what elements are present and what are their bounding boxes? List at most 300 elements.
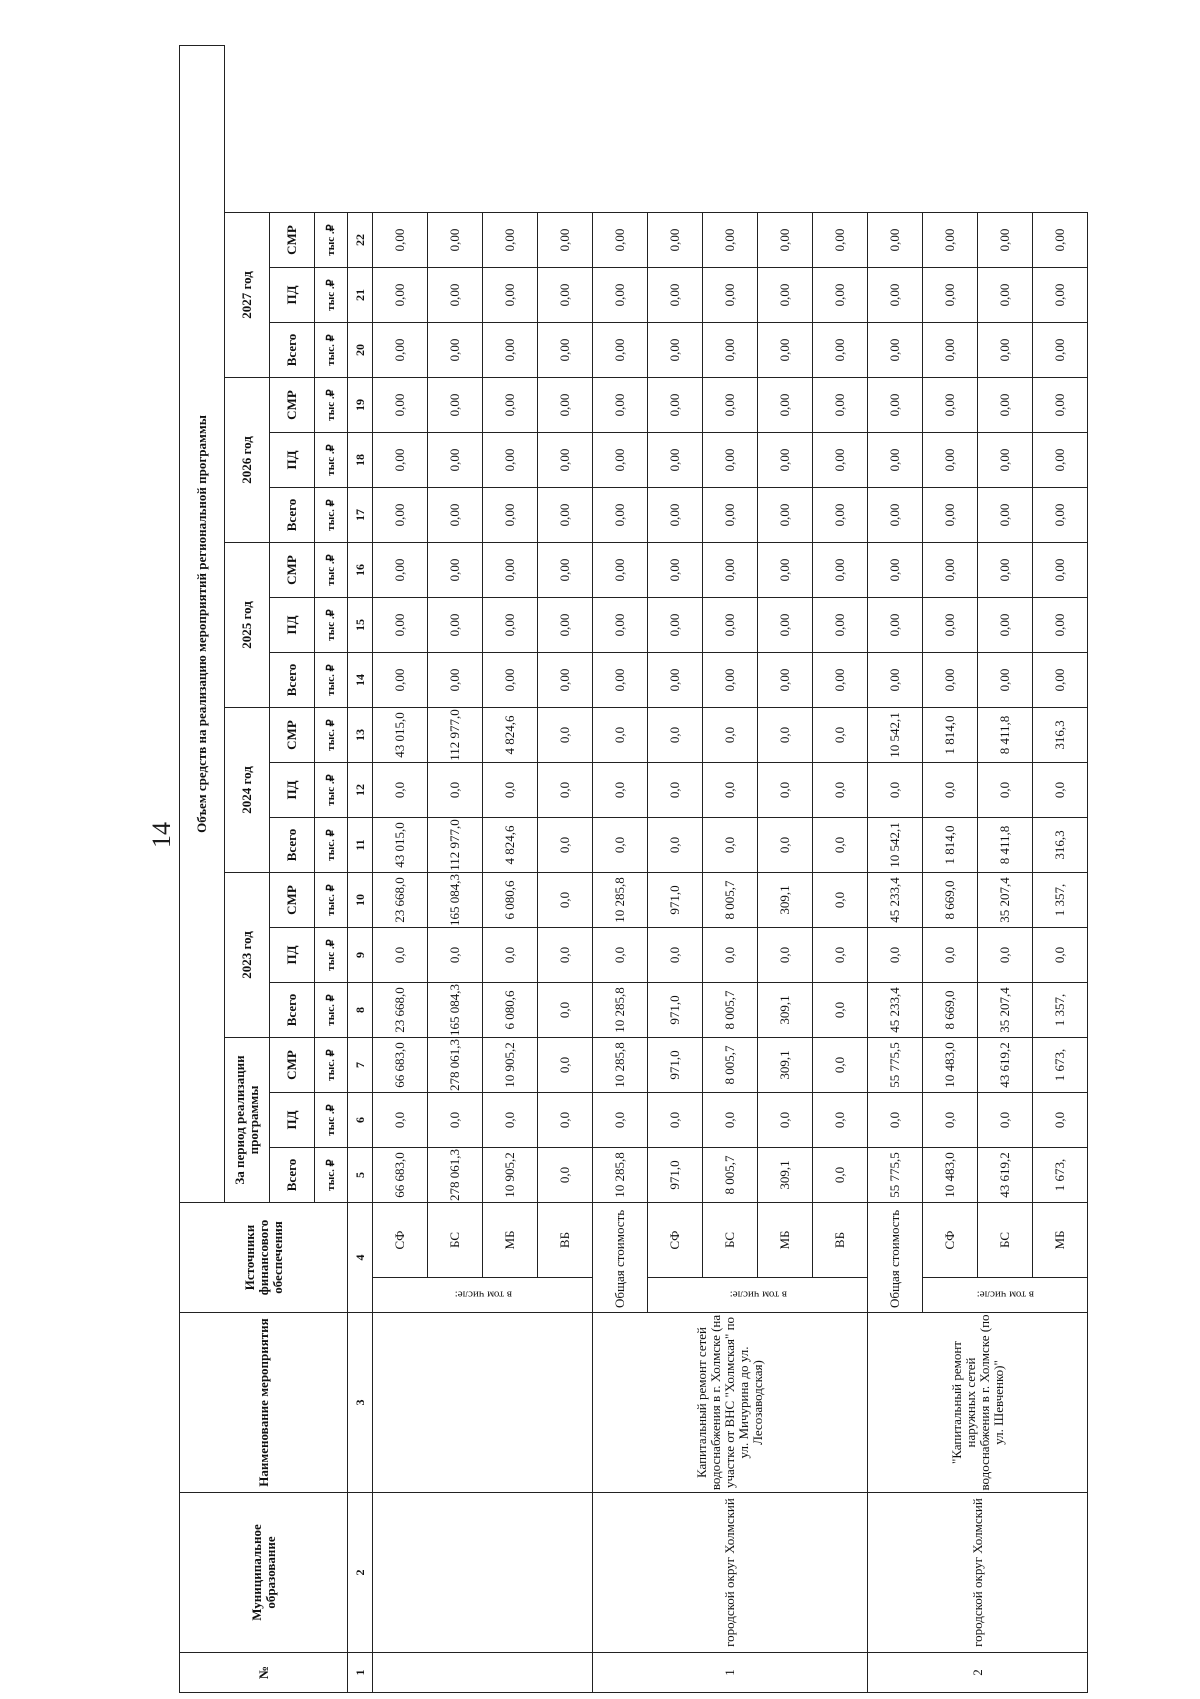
subheader-cell: СМР <box>270 543 315 598</box>
value-cell: 0,0 <box>978 1093 1033 1148</box>
header-year-2025: 2025 год <box>225 543 270 708</box>
column-number: 1 <box>348 1653 373 1693</box>
value-cell: 0,00 <box>923 488 978 543</box>
value-cell: 35 207,4 <box>978 873 1033 928</box>
unit-cell: тыс. ₽ <box>315 1038 348 1093</box>
value-cell: 43 015,0 <box>373 818 428 873</box>
value-cell: 0,00 <box>703 433 758 488</box>
value-cell: 66 683,0 <box>373 1038 428 1093</box>
value-cell: 971,0 <box>648 983 703 1038</box>
value-cell: 0,0 <box>868 1093 923 1148</box>
unit-cell: тыс. ₽ <box>315 818 348 873</box>
value-cell: 0,00 <box>923 598 978 653</box>
value-cell: 0,00 <box>758 268 813 323</box>
column-number: 18 <box>348 433 373 488</box>
column-number: 5 <box>348 1148 373 1203</box>
column-number: 12 <box>348 763 373 818</box>
value-cell: 0,0 <box>703 818 758 873</box>
table-body <box>180 45 1088 1692</box>
value-cell: 0,00 <box>593 213 648 268</box>
value-cell: 0,00 <box>483 433 538 488</box>
source-cell: БС <box>978 1203 1033 1278</box>
value-cell: 0,00 <box>483 268 538 323</box>
value-cell: 0,00 <box>428 323 483 378</box>
value-cell: 1 673, <box>1033 1148 1088 1203</box>
column-number: 11 <box>348 818 373 873</box>
header-year-2027: 2027 год <box>225 213 270 378</box>
column-number-row <box>348 45 373 1692</box>
value-cell: 0,00 <box>428 213 483 268</box>
value-cell: 0,00 <box>1033 598 1088 653</box>
value-cell: 0,00 <box>648 653 703 708</box>
value-cell: 0,00 <box>758 598 813 653</box>
subheader-cell: ПД <box>270 763 315 818</box>
value-cell: 112 977,0 <box>428 708 483 763</box>
value-cell: 0,00 <box>373 213 428 268</box>
value-cell: 23 668,0 <box>373 873 428 928</box>
value-cell: 309,1 <box>758 1038 813 1093</box>
value-cell: 0,00 <box>373 488 428 543</box>
value-cell: 0,00 <box>538 543 593 598</box>
value-cell: 0,00 <box>593 543 648 598</box>
value-cell: 278 061,3 <box>428 1038 483 1093</box>
header-year-2026: 2026 год <box>225 378 270 543</box>
value-cell: 0,00 <box>868 213 923 268</box>
value-cell: 10 285,8 <box>593 1148 648 1203</box>
value-cell: 8 411,8 <box>978 818 1033 873</box>
value-cell: 0,00 <box>593 323 648 378</box>
unit-cell: тыс .₽ <box>315 433 348 488</box>
value-cell: 45 233,4 <box>868 873 923 928</box>
value-cell: 0,00 <box>373 323 428 378</box>
value-cell: 316,3 <box>1033 708 1088 763</box>
value-cell: 0,0 <box>538 983 593 1038</box>
value-cell: 0,00 <box>923 378 978 433</box>
value-cell: 0,0 <box>538 1148 593 1203</box>
value-cell: 0,00 <box>923 433 978 488</box>
value-cell: 0,00 <box>1033 378 1088 433</box>
value-cell: 0,00 <box>648 378 703 433</box>
value-cell: 0,00 <box>868 653 923 708</box>
value-cell: 0,00 <box>648 598 703 653</box>
value-cell: 0,00 <box>648 323 703 378</box>
column-number: 10 <box>348 873 373 928</box>
header-volume: Объем средств на реализацию мероприятий региональной программы <box>180 45 225 1202</box>
value-cell: 309,1 <box>758 873 813 928</box>
subheader-cell: СМР <box>270 708 315 763</box>
value-cell: 10 285,8 <box>593 1038 648 1093</box>
value-cell: 43 015,0 <box>373 708 428 763</box>
value-cell: 0,00 <box>1033 323 1088 378</box>
value-cell: 10 483,0 <box>923 1038 978 1093</box>
unit-cell: тыс. ₽ <box>315 983 348 1038</box>
value-cell: 66 683,0 <box>373 1148 428 1203</box>
value-cell: 316,3 <box>1033 818 1088 873</box>
value-cell: 0,00 <box>813 543 868 598</box>
header-period-total: За период реализации программы <box>225 1038 270 1203</box>
subheader-cell: Всего <box>270 488 315 543</box>
unit-cell: тыс .₽ <box>315 213 348 268</box>
value-cell: 0,0 <box>703 763 758 818</box>
value-cell: 0,00 <box>703 268 758 323</box>
value-cell: 0,0 <box>428 763 483 818</box>
value-cell: 0,00 <box>703 213 758 268</box>
value-cell: 0,00 <box>538 433 593 488</box>
municipality-cell <box>373 1493 593 1653</box>
value-cell: 0,0 <box>648 928 703 983</box>
value-cell: 0,00 <box>703 653 758 708</box>
source-cell: МБ <box>758 1203 813 1278</box>
page-number: 14 <box>147 822 176 848</box>
value-cell: 0,00 <box>703 378 758 433</box>
value-cell: 0,00 <box>868 268 923 323</box>
value-cell: 0,00 <box>538 598 593 653</box>
header-no: № <box>180 1653 348 1693</box>
value-cell: 0,0 <box>538 818 593 873</box>
value-cell: 0,00 <box>428 378 483 433</box>
value-cell: 0,0 <box>428 1093 483 1148</box>
value-cell: 0,00 <box>703 598 758 653</box>
value-cell: 0,00 <box>703 323 758 378</box>
value-cell: 0,00 <box>868 598 923 653</box>
value-cell: 309,1 <box>758 1148 813 1203</box>
unit-cell: тыс .₽ <box>315 1093 348 1148</box>
value-cell: 0,0 <box>428 928 483 983</box>
value-cell: 0,0 <box>758 818 813 873</box>
source-cell: СФ <box>648 1203 703 1278</box>
header-sources: Источники финансового обеспечения <box>180 1203 348 1313</box>
value-cell: 0,00 <box>483 378 538 433</box>
subheader-cell: СМР <box>270 873 315 928</box>
value-cell: 1 357, <box>1033 873 1088 928</box>
value-cell: 0,00 <box>978 488 1033 543</box>
value-cell: 0,00 <box>593 598 648 653</box>
value-cell: 0,00 <box>373 543 428 598</box>
value-cell: 10 483,0 <box>923 1148 978 1203</box>
subheader-cell: Всего <box>270 818 315 873</box>
value-cell: 0,00 <box>923 213 978 268</box>
value-cell: 0,00 <box>1033 268 1088 323</box>
value-cell: 0,0 <box>813 1038 868 1093</box>
value-cell: 0,00 <box>483 543 538 598</box>
column-number: 7 <box>348 1038 373 1093</box>
value-cell: 0,00 <box>868 378 923 433</box>
value-cell: 0,00 <box>978 378 1033 433</box>
value-cell: 0,00 <box>593 653 648 708</box>
value-cell: 0,0 <box>648 763 703 818</box>
subheader-cell: СМР <box>270 1038 315 1093</box>
column-number: 3 <box>348 1313 373 1493</box>
subheader-cell: Всего <box>270 983 315 1038</box>
value-cell: 971,0 <box>648 1148 703 1203</box>
value-cell: 0,00 <box>978 598 1033 653</box>
value-cell: 0,00 <box>978 268 1033 323</box>
value-cell: 112 977,0 <box>428 818 483 873</box>
unit-cell: тыс .₽ <box>315 598 348 653</box>
value-cell: 0,0 <box>648 1093 703 1148</box>
table-row <box>373 45 428 1692</box>
value-cell: 8 005,7 <box>703 983 758 1038</box>
subheader-cell: Всего <box>270 1148 315 1203</box>
total-cost-label: Общая стоимость <box>868 1203 923 1313</box>
value-cell: 0,00 <box>428 488 483 543</box>
value-cell: 10 905,2 <box>483 1148 538 1203</box>
unit-cell: тыс. ₽ <box>315 488 348 543</box>
source-cell: БС <box>703 1203 758 1278</box>
value-cell: 0,0 <box>923 763 978 818</box>
value-cell: 0,0 <box>538 708 593 763</box>
value-cell: 0,00 <box>813 488 868 543</box>
value-cell: 0,00 <box>813 653 868 708</box>
value-cell: 0,0 <box>1033 1093 1088 1148</box>
column-number: 22 <box>348 213 373 268</box>
value-cell: 0,0 <box>648 708 703 763</box>
value-cell: 55 775,5 <box>868 1038 923 1093</box>
value-cell: 0,0 <box>483 1093 538 1148</box>
subheader-cell: ПД <box>270 268 315 323</box>
column-number: 19 <box>348 378 373 433</box>
value-cell: 0,00 <box>923 653 978 708</box>
value-cell: 55 775,5 <box>868 1148 923 1203</box>
header-municipality: Муниципальное образование <box>180 1493 348 1653</box>
total-cost-label: Общая стоимость <box>593 1203 648 1313</box>
value-cell: 0,00 <box>758 653 813 708</box>
value-cell: 0,0 <box>373 763 428 818</box>
table-row <box>593 45 648 1692</box>
table-row <box>868 45 923 1692</box>
value-cell: 0,00 <box>538 268 593 323</box>
value-cell: 0,00 <box>373 268 428 323</box>
value-cell: 0,00 <box>648 488 703 543</box>
value-cell: 8 005,7 <box>703 1148 758 1203</box>
value-cell: 0,00 <box>868 488 923 543</box>
value-cell: 0,0 <box>813 928 868 983</box>
value-cell: 0,00 <box>758 433 813 488</box>
value-cell: 0,00 <box>813 268 868 323</box>
source-cell: СФ <box>923 1203 978 1278</box>
value-cell: 0,0 <box>538 928 593 983</box>
value-cell: 0,00 <box>1033 543 1088 598</box>
value-cell: 0,0 <box>813 1148 868 1203</box>
value-cell: 0,0 <box>593 928 648 983</box>
value-cell: 165 084,3 <box>428 873 483 928</box>
value-cell: 10 542,1 <box>868 708 923 763</box>
value-cell: 0,0 <box>703 708 758 763</box>
value-cell: 6 080,6 <box>483 983 538 1038</box>
value-cell: 0,00 <box>483 598 538 653</box>
unit-cell: тыс .₽ <box>315 268 348 323</box>
header-year-2023: 2023 год <box>225 873 270 1038</box>
value-cell: 0,00 <box>813 323 868 378</box>
value-cell: 278 061,3 <box>428 1148 483 1203</box>
value-cell: 0,0 <box>813 818 868 873</box>
value-cell: 0,00 <box>373 378 428 433</box>
value-cell: 0,0 <box>813 873 868 928</box>
value-cell: 0,00 <box>483 653 538 708</box>
value-cell: 1 814,0 <box>923 818 978 873</box>
rotated-table-frame <box>179 106 1200 1693</box>
source-cell: ВБ <box>538 1203 593 1278</box>
value-cell: 0,00 <box>758 378 813 433</box>
value-cell: 0,00 <box>978 653 1033 708</box>
value-cell: 0,0 <box>538 873 593 928</box>
value-cell: 0,0 <box>758 763 813 818</box>
subheader-cell: ПД <box>270 598 315 653</box>
value-cell: 8 669,0 <box>923 873 978 928</box>
value-cell: 0,0 <box>538 763 593 818</box>
value-cell: 0,0 <box>978 928 1033 983</box>
source-cell: БС <box>428 1203 483 1278</box>
value-cell: 10 285,8 <box>593 983 648 1038</box>
value-cell: 0,00 <box>978 213 1033 268</box>
value-cell: 0,0 <box>1033 928 1088 983</box>
value-cell: 0,00 <box>428 268 483 323</box>
value-cell: 0,00 <box>758 543 813 598</box>
value-cell: 0,0 <box>758 1093 813 1148</box>
value-cell: 0,00 <box>978 543 1033 598</box>
column-number: 4 <box>348 1203 373 1313</box>
value-cell: 0,00 <box>1033 213 1088 268</box>
value-cell: 6 080,6 <box>483 873 538 928</box>
value-cell: 0,00 <box>868 433 923 488</box>
value-cell: 0,00 <box>373 433 428 488</box>
value-cell: 0,00 <box>703 543 758 598</box>
value-cell: 35 207,4 <box>978 983 1033 1038</box>
in-that-number-label: в том числе: <box>373 1278 593 1313</box>
value-cell: 1 814,0 <box>923 708 978 763</box>
value-cell: 0,00 <box>813 213 868 268</box>
unit-cell: тыс. ₽ <box>315 653 348 708</box>
value-cell: 165 084,3 <box>428 983 483 1038</box>
subheader-cell: ПД <box>270 928 315 983</box>
value-cell: 8 005,7 <box>703 873 758 928</box>
value-cell: 0,00 <box>538 653 593 708</box>
value-cell: 0,0 <box>868 763 923 818</box>
column-number: 17 <box>348 488 373 543</box>
row-number: 2 <box>868 1653 1088 1693</box>
unit-cell: тыс .₽ <box>315 928 348 983</box>
source-cell: МБ <box>483 1203 538 1278</box>
value-cell: 4 824,6 <box>483 708 538 763</box>
value-cell: 0,00 <box>428 433 483 488</box>
unit-cell: тыс .₽ <box>315 378 348 433</box>
value-cell: 0,0 <box>373 928 428 983</box>
value-cell: 0,00 <box>758 488 813 543</box>
unit-cell: тыс. ₽ <box>315 873 348 928</box>
value-cell: 0,00 <box>593 268 648 323</box>
value-cell: 0,00 <box>648 213 703 268</box>
value-cell: 0,00 <box>813 433 868 488</box>
value-cell: 0,00 <box>593 433 648 488</box>
column-number: 21 <box>348 268 373 323</box>
value-cell: 0,00 <box>483 488 538 543</box>
value-cell: 0,00 <box>1033 653 1088 708</box>
value-cell: 0,0 <box>923 928 978 983</box>
value-cell: 0,0 <box>703 1093 758 1148</box>
unit-cell: тыс .₽ <box>315 763 348 818</box>
subheader-cell: Всего <box>270 653 315 708</box>
value-cell: 0,0 <box>593 818 648 873</box>
value-cell: 0,00 <box>593 378 648 433</box>
value-cell: 0,0 <box>373 1093 428 1148</box>
value-cell: 0,0 <box>703 928 758 983</box>
subheader-cell: ПД <box>270 433 315 488</box>
column-number: 8 <box>348 983 373 1038</box>
measure-cell <box>373 1313 593 1493</box>
value-cell: 0,00 <box>428 543 483 598</box>
value-cell: 0,00 <box>703 488 758 543</box>
source-cell: СФ <box>373 1203 428 1278</box>
value-cell: 0,00 <box>868 543 923 598</box>
subheader-cell: Всего <box>270 323 315 378</box>
value-cell: 0,00 <box>1033 488 1088 543</box>
in-that-number-label: в том числе: <box>648 1278 868 1313</box>
value-cell: 971,0 <box>648 873 703 928</box>
value-cell: 0,0 <box>868 928 923 983</box>
unit-cell: тыс. ₽ <box>315 708 348 763</box>
value-cell: 0,00 <box>538 213 593 268</box>
value-cell: 0,00 <box>648 268 703 323</box>
municipality-cell: городской округ Холмский <box>868 1493 1088 1653</box>
value-cell: 0,00 <box>1033 433 1088 488</box>
value-cell: 0,00 <box>978 323 1033 378</box>
value-cell: 0,00 <box>483 213 538 268</box>
value-cell: 0,0 <box>648 818 703 873</box>
value-cell: 0,00 <box>373 598 428 653</box>
value-cell: 0,0 <box>593 708 648 763</box>
row-number: 1 <box>593 1653 868 1693</box>
value-cell: 0,00 <box>648 433 703 488</box>
column-number: 14 <box>348 653 373 708</box>
header-year-2024: 2024 год <box>225 708 270 873</box>
column-number: 20 <box>348 323 373 378</box>
value-cell: 10 285,8 <box>593 873 648 928</box>
value-cell: 23 668,0 <box>373 983 428 1038</box>
value-cell: 10 542,1 <box>868 818 923 873</box>
in-that-number-label: в том числе: <box>923 1278 1088 1313</box>
value-cell: 971,0 <box>648 1038 703 1093</box>
value-cell: 0,00 <box>758 323 813 378</box>
row-number <box>373 1653 593 1693</box>
source-cell: ВБ <box>813 1203 868 1278</box>
value-cell: 0,00 <box>868 323 923 378</box>
unit-cell: тыс. ₽ <box>315 323 348 378</box>
subheader-cell: СМР <box>270 378 315 433</box>
measure-cell: "Капитальный ремонт наружных сетей водоснабжения в г. Холмске (по ул. Шевченко)" <box>868 1313 1088 1493</box>
value-cell: 0,00 <box>923 323 978 378</box>
value-cell: 0,0 <box>538 1038 593 1093</box>
value-cell: 309,1 <box>758 983 813 1038</box>
municipality-cell: городской округ Холмский <box>593 1493 868 1653</box>
subheader-cell: ПД <box>270 1093 315 1148</box>
value-cell: 0,0 <box>813 708 868 763</box>
value-cell: 0,00 <box>978 433 1033 488</box>
value-cell: 8 005,7 <box>703 1038 758 1093</box>
value-cell: 0,0 <box>813 1093 868 1148</box>
unit-cell: тыс. ₽ <box>315 1148 348 1203</box>
measure-cell: Капитальный ремонт сетей водоснабжения в г. Холмске (на участке от ВНС "Холмская" по ул. Мичурина до ул. Лесозаводская) <box>593 1313 868 1493</box>
column-number: 15 <box>348 598 373 653</box>
value-cell: 0,00 <box>923 543 978 598</box>
value-cell: 0,0 <box>978 763 1033 818</box>
column-number: 6 <box>348 1093 373 1148</box>
column-number: 2 <box>348 1493 373 1653</box>
value-cell: 0,0 <box>923 1093 978 1148</box>
value-cell: 0,00 <box>593 488 648 543</box>
value-cell: 0,0 <box>483 928 538 983</box>
value-cell: 0,0 <box>593 763 648 818</box>
unit-cell: тыс .₽ <box>315 543 348 598</box>
